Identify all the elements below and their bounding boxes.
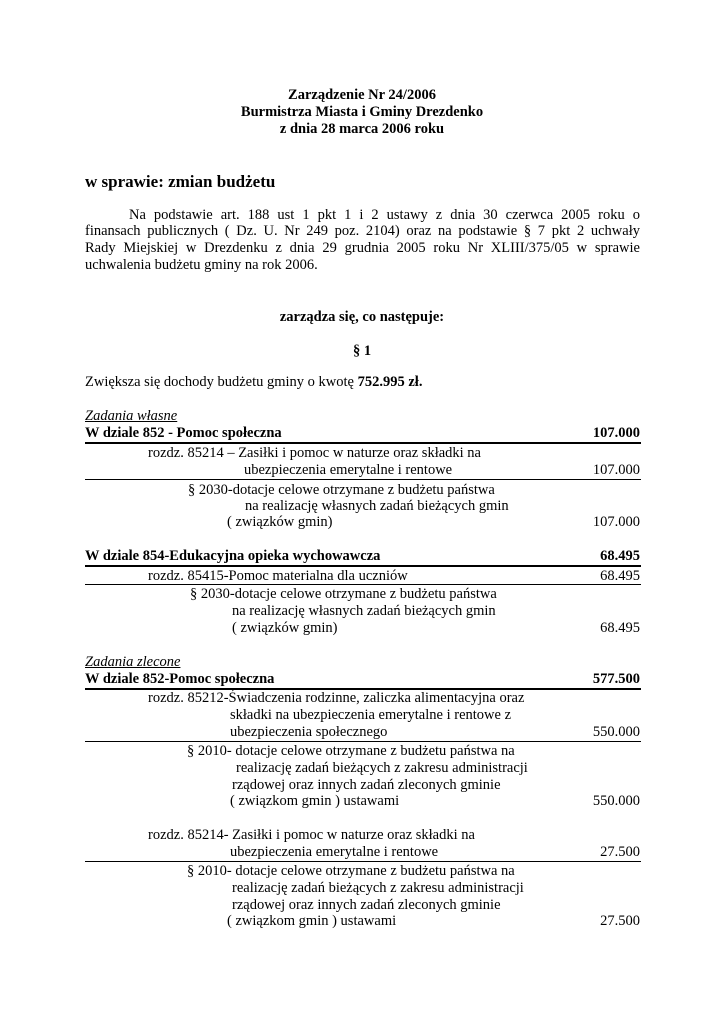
paragraph-2010-label-cont: realizację zadań bieżących z zakresu administracji: [232, 880, 524, 896]
paragraph-2030-label-cont: na realizację własnych zadań bieżących gmin: [245, 498, 509, 514]
chapter-85415-label: rozdz. 85415-Pomoc materialna dla uczniów: [148, 568, 408, 584]
chapter-85212-label-cont: składki na ubezpieczenia emerytalne i rentowe z: [230, 707, 512, 723]
section-delegated-tasks: Zadania zlecone: [85, 654, 181, 670]
issuer: Burmistrza Miasta i Gminy Drezdenko: [240, 104, 484, 120]
subject-heading: w sprawie: zmian budżetu: [85, 172, 276, 191]
division-852-amount: 107.000: [592, 425, 640, 441]
division-852-title: W dziale 852 - Pomoc społeczna: [85, 425, 282, 441]
divider: [85, 861, 641, 862]
paragraph-mark: § 1: [352, 343, 372, 359]
chapter-85214-label-cont: ubezpieczenia emerytalne i rentowe: [230, 844, 439, 860]
chapter-85212-label: rozdz. 85212-Świadczenia rodzinne, zaliczka alimentacyjna oraz: [148, 690, 525, 706]
paragraph-2030-label: § 2030-dotacje celowe otrzymane z budżetu państwa: [188, 482, 495, 498]
paragraph-2010-label: § 2010- dotacje celowe otrzymane z budżetu państwa na: [187, 863, 515, 879]
paragraph-2010-label-cont: rządowej oraz innych zadań zleconych gminie: [232, 897, 501, 913]
division-854-title: W dziale 854-Edukacyjna opieka wychowawcza: [85, 548, 381, 564]
chapter-85214-amount: 27.500: [600, 844, 640, 860]
paragraph-2010-label-cont: ( związkom gmin ) ustawami: [230, 793, 400, 809]
paragraph-2010-label-cont: ( związkom gmin ) ustawami: [227, 913, 397, 929]
preamble-line: Rady Miejskiej w Drezdenku z dnia 29 grudnia 2005 roku Nr XLIII/375/05 w sprawie: [85, 240, 640, 256]
chapter-85212-amount: 550.000: [592, 724, 640, 740]
income-increase-text: Zwiększa się dochody budżetu gminy o kwotę: [85, 374, 358, 390]
division-854-amount: 68.495: [600, 548, 640, 564]
income-increase: [85, 374, 422, 391]
paragraph-2010-amount: 550.000: [592, 793, 640, 809]
paragraph-2010-amount: 27.500: [600, 913, 640, 929]
paragraph-2010-label: § 2010- dotacje celowe otrzymane z budżetu państwa na: [187, 743, 515, 759]
preamble-line: uchwalenia budżetu gminy na rok 2006.: [85, 257, 318, 273]
paragraph-2030-label-cont: na realizację własnych zadań bieżących gmin: [232, 603, 496, 619]
preamble-line: finansach publicznych ( Dz. U. Nr 249 poz. 2104) oraz na podstawie § 7 pkt 2 uchwały: [85, 223, 640, 239]
paragraph-2030-label-cont: ( związków gmin): [232, 620, 338, 636]
document-date: z dnia 28 marca 2006 roku: [279, 121, 445, 137]
paragraph-2030-amount: 107.000: [592, 514, 640, 530]
paragraph-2010-label-cont: rządowej oraz innych zadań zleconych gminie: [232, 777, 501, 793]
income-increase-amount: 752.995 zł.: [357, 374, 423, 390]
chapter-85214-label-cont: ubezpieczenia emerytalne i rentowe: [244, 462, 453, 478]
chapter-85212-label-cont: ubezpieczenia społecznego: [230, 724, 388, 740]
division-852-delegated-title: W dziale 852-Pomoc społeczna: [85, 671, 275, 687]
divider: [85, 565, 641, 567]
chapter-85214-label: rozdz. 85214- Zasiłki i pomoc w naturze oraz składki na: [148, 827, 475, 843]
divider: [85, 584, 641, 585]
divider: [85, 442, 641, 444]
document-title: Zarządzenie Nr 24/2006: [288, 87, 436, 103]
section-own-tasks: Zadania własne: [85, 408, 178, 424]
paragraph-2030-label-cont: ( związków gmin): [227, 514, 333, 530]
chapter-85214-label: rozdz. 85214 – Zasiłki i pomoc w naturze oraz składki na: [148, 445, 481, 461]
preamble-line: Na podstawie art. 188 ust 1 pkt 1 i 2 ustawy z dnia 30 czerwca 2005 roku o: [129, 207, 640, 223]
decree-text: zarządza się, co następuje:: [279, 309, 445, 325]
chapter-85214-amount: 107.000: [592, 462, 640, 478]
division-852-delegated-amount: 577.500: [592, 671, 640, 687]
divider: [85, 479, 641, 480]
chapter-85415-amount: 68.495: [600, 568, 640, 584]
divider: [85, 741, 641, 742]
paragraph-2030-amount: 68.495: [600, 620, 640, 636]
paragraph-2030-label: § 2030-dotacje celowe otrzymane z budżetu państwa: [190, 586, 497, 602]
paragraph-2010-label-cont: realizację zadań bieżących z zakresu administracji: [236, 760, 528, 776]
